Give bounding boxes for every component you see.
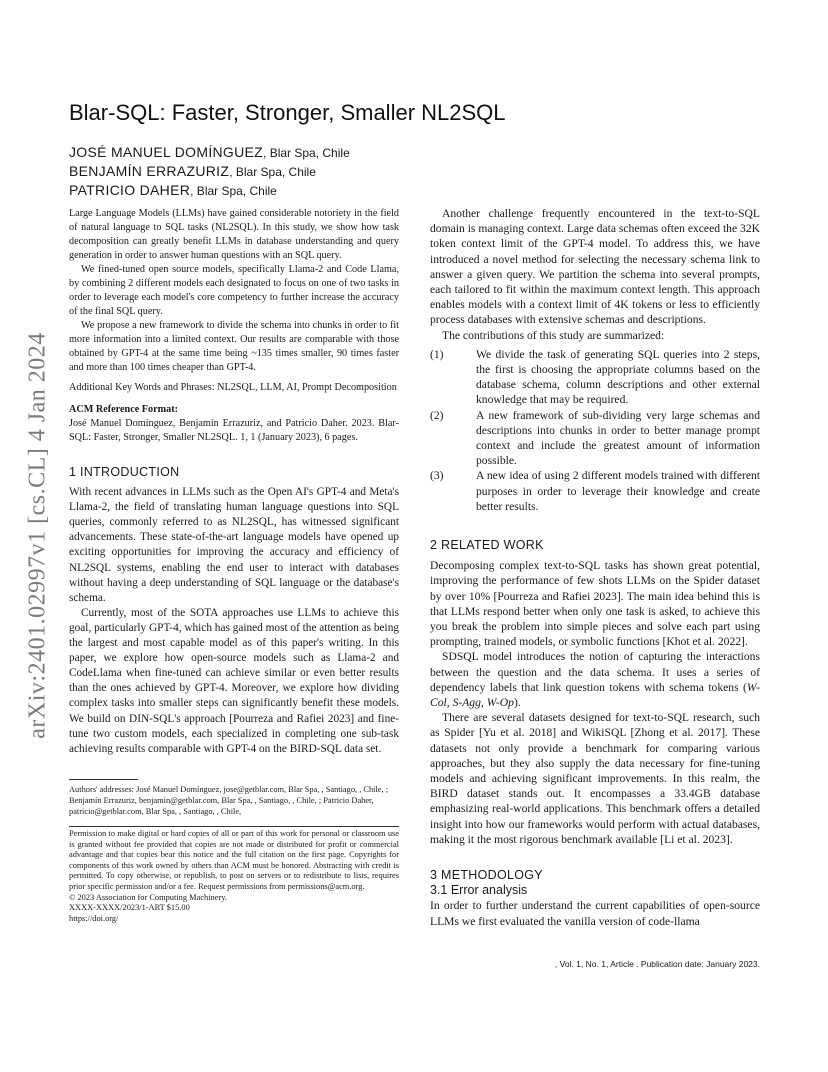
list-number: (1) (430, 347, 444, 361)
subsection-heading: 3.1 Error analysis (430, 883, 528, 898)
permission-notice (69, 829, 399, 924)
list-text: A new framework of sub-dividing very large schemas and descriptions into chunks in order to better manage prompt context and include the greatest amount of information possible. (476, 408, 760, 468)
abstract-paragraph: Large Language Models (LLMs) have gained considerable notoriety in the field of natural language to SQL tasks (NL2SQL). In this study, we show how task decomposition can greatly benefit LLMs in database understanding and query generation in order to answer human questions with an SQL query. (69, 208, 399, 261)
author-affiliation: , Blar Spa, Chile (263, 146, 350, 160)
keywords: Additional Key Words and Phrases: NL2SQL, LLM, AI, Prompt Decomposition (69, 382, 397, 393)
section-heading: 3 METHODOLOGY (430, 868, 543, 882)
introduction-section (69, 465, 399, 757)
doi-link[interactable]: https://doi.org/ (69, 913, 119, 923)
list-item (430, 347, 760, 408)
contributions-list (430, 347, 760, 514)
list-number: (3) (430, 469, 444, 483)
list-text: We divide the task of generating SQL queries into 2 steps, the first is choosing the appropriate columns based on the database schema, column descriptions and other external knowledge that may be required. (476, 347, 760, 407)
list-text: A new idea of using 2 different models trained with different purposes in order to leverage their knowledge and create better results. (476, 469, 760, 513)
arxiv-id: arXiv:2401.02997v1 [cs.CL] 4 Jan 2024 (24, 331, 51, 739)
author-name: BENJAMÍN ERRAZURIZ (69, 163, 230, 179)
author-list (69, 143, 350, 200)
abstract (69, 207, 399, 445)
related-paragraph: Decomposing complex text-to-SQL tasks has shown great potential, improving the performance of few shots LLMs on the Spider dataset by over 10% [Pourreza and Rafiei 2023]. The main idea behind this is that LLMs respond better when only one task is asked, to achieve this you break the problem into simple pieces and solve each part using prompting, trained models, or symbolic functions [Khot et al. 2022]. (430, 559, 760, 649)
section-heading: 1 INTRODUCTION (69, 465, 180, 479)
section-heading: 2 RELATED WORK (430, 538, 544, 552)
list-item (430, 408, 760, 469)
permission-text: Permission to make digital or hard copies of all or part of this work for personal or classroom use is granted without fee provided that copies are not made or distributed for profit or commercial advantage and that copies bear this notice and the full citation on the first page. Copyrights for components of this work owned by others than ACM must be honored. Abstracting with credit is permitted. To copy otherwise, or republish, to post on servers or to redistribute to lists, requires prior specific permission and/or a fee. Request permissions from permissions@acm.org. (69, 829, 399, 891)
author-name: JOSÉ MANUEL DOMÍNGUEZ (69, 144, 264, 160)
intro-paragraph: Currently, most of the SOTA approaches use LLMs to achieve this goal, particularly GPT-4, which has gained most of the attention as being the largest and most capable model as of this paper's writing. In this paper, we explore how open-source models such as Llama-2 and CodeLlama when fine-tuned can achieve similar or even better results than the ones achieved by GPT-4. Moreover, we explore how dividing complex tasks into smaller steps can significantly benefit these models. We build on DIN-SQL's approach [Pourreza and Rafiei 2023] and fine-tune two custom models, each specialized in completing one sub-task achieving results comparable with GPT-4 on the BIRD-SQL data set. (69, 606, 399, 755)
author-3 (69, 181, 350, 200)
list-number: (2) (430, 408, 444, 422)
author-addresses-footnote: Authors' addresses: José Manuel Domínguez, jose@getblar.com, Blar Spa, , Santiago, , Chile, ; Benjamín Errazuriz, benjamin@getblar.com, Blar Spa, , Santiago, , Chile, ; Patricio Daher, patricio@getblar.com, Blar Spa, , Santiago, , Chile, (69, 785, 389, 816)
methodology-section (430, 868, 760, 929)
related-paragraph: There are several datasets designed for text-to-SQL research, such as Spider [Yu et al. 2018] and WikiSQL [Zhong et al. 2017]. These datasets not only provide a benchmark for comparing various approaches, but they also supply the data necessary for fine-tuning models and achieving significant improvements. In this realm, the BIRD dataset stands out. It encompasses a 33.4GB database emphasizing real-world applications. This benchmark offers a detailed insight into how our frameworks would perform with actual databases, making it the most rigorous benchmark available [Li et al. 2023]. (430, 711, 760, 846)
related-work-section (430, 538, 760, 847)
isbn-line: XXXX-XXXX/2023/1-ART $15.00 (69, 903, 190, 913)
author-1 (69, 143, 350, 162)
acm-reference-text: José Manuel Domínguez, Benjamín Errazuriz, and Patricio Daher. 2023. Blar-SQL: Faster, Stronger, Smaller NL2SQL. 1, 1 (January 2023), 6 pages. (69, 418, 399, 443)
page-footer: , Vol. 1, No. 1, Article . Publication date: January 2023. (554, 959, 760, 969)
intro-paragraph: The contributions of this study are summarized: (442, 328, 665, 342)
right-column-intro (430, 206, 760, 514)
arxiv-watermark (18, 300, 58, 770)
author-2 (69, 162, 350, 181)
list-item (430, 468, 760, 514)
author-name: PATRICIO DAHER (69, 182, 191, 198)
author-affiliation: , Blar Spa, Chile (190, 184, 277, 198)
abstract-paragraph: We fined-tuned open source models, specifically Llama-2 and Code Llama, by combining 2 different models each designated to focus on one of two tasks in order to leverage each model's core competency to further increase the accuracy of the final SQL query. (69, 264, 399, 317)
related-paragraph: SDSQL model introduces the notion of capturing the interactions between the question and the data schema. It uses a series of dependency labels that link question tokens with schema tokens (W-Col, S-Agg, W-Op). (430, 650, 760, 710)
permission-divider (69, 826, 399, 827)
methodology-paragraph: In order to further understand the current capabilities of open-source LLMs we first evaluated the vanilla version of code-llama (430, 899, 760, 928)
footnote-divider (69, 779, 138, 780)
paper-title: Blar-SQL: Faster, Stronger, Smaller NL2SQL (69, 100, 506, 125)
intro-paragraph: With recent advances in LLMs such as the Open AI's GPT-4 and Meta's Llama-2, the field of translating human language questions into SQL queries, commonly referred to as NL2SQL, has witnessed significant advancements. These state-of-the-art language models have opened up exciting opportunities for improving the accuracy and efficiency of NL2SQL systems, enabling the end user to interact with databases without having a deep understanding of SQL language or the database's schema. (69, 486, 399, 604)
acm-reference-heading: ACM Reference Format: (69, 404, 178, 415)
intro-paragraph: Another challenge frequently encountered in the text-to-SQL domain is managing context. Large data schemas often exceed the 32K token context limit of the GPT-4 model. To address this, we have introduced a novel method for selecting the necessary schema link to answer a given query. We partition the schema into several prompts, each tailored to fit within the maximum context length. This approach enables models with a context limit of 4K tokens or less to efficiently process databases with extensive schemas and descriptions. (430, 207, 760, 327)
copyright-line: © 2023 Association for Computing Machinery. (69, 892, 227, 902)
author-affiliation: , Blar Spa, Chile (229, 165, 316, 179)
abstract-paragraph: We propose a new framework to divide the schema into chunks in order to fit more information into a limited context. Our results are comparable with those obtained by GPT-4 at the same time being ~135 times smaller, 90 times faster and more than 100 times cheaper than GPT-4. (69, 320, 399, 373)
